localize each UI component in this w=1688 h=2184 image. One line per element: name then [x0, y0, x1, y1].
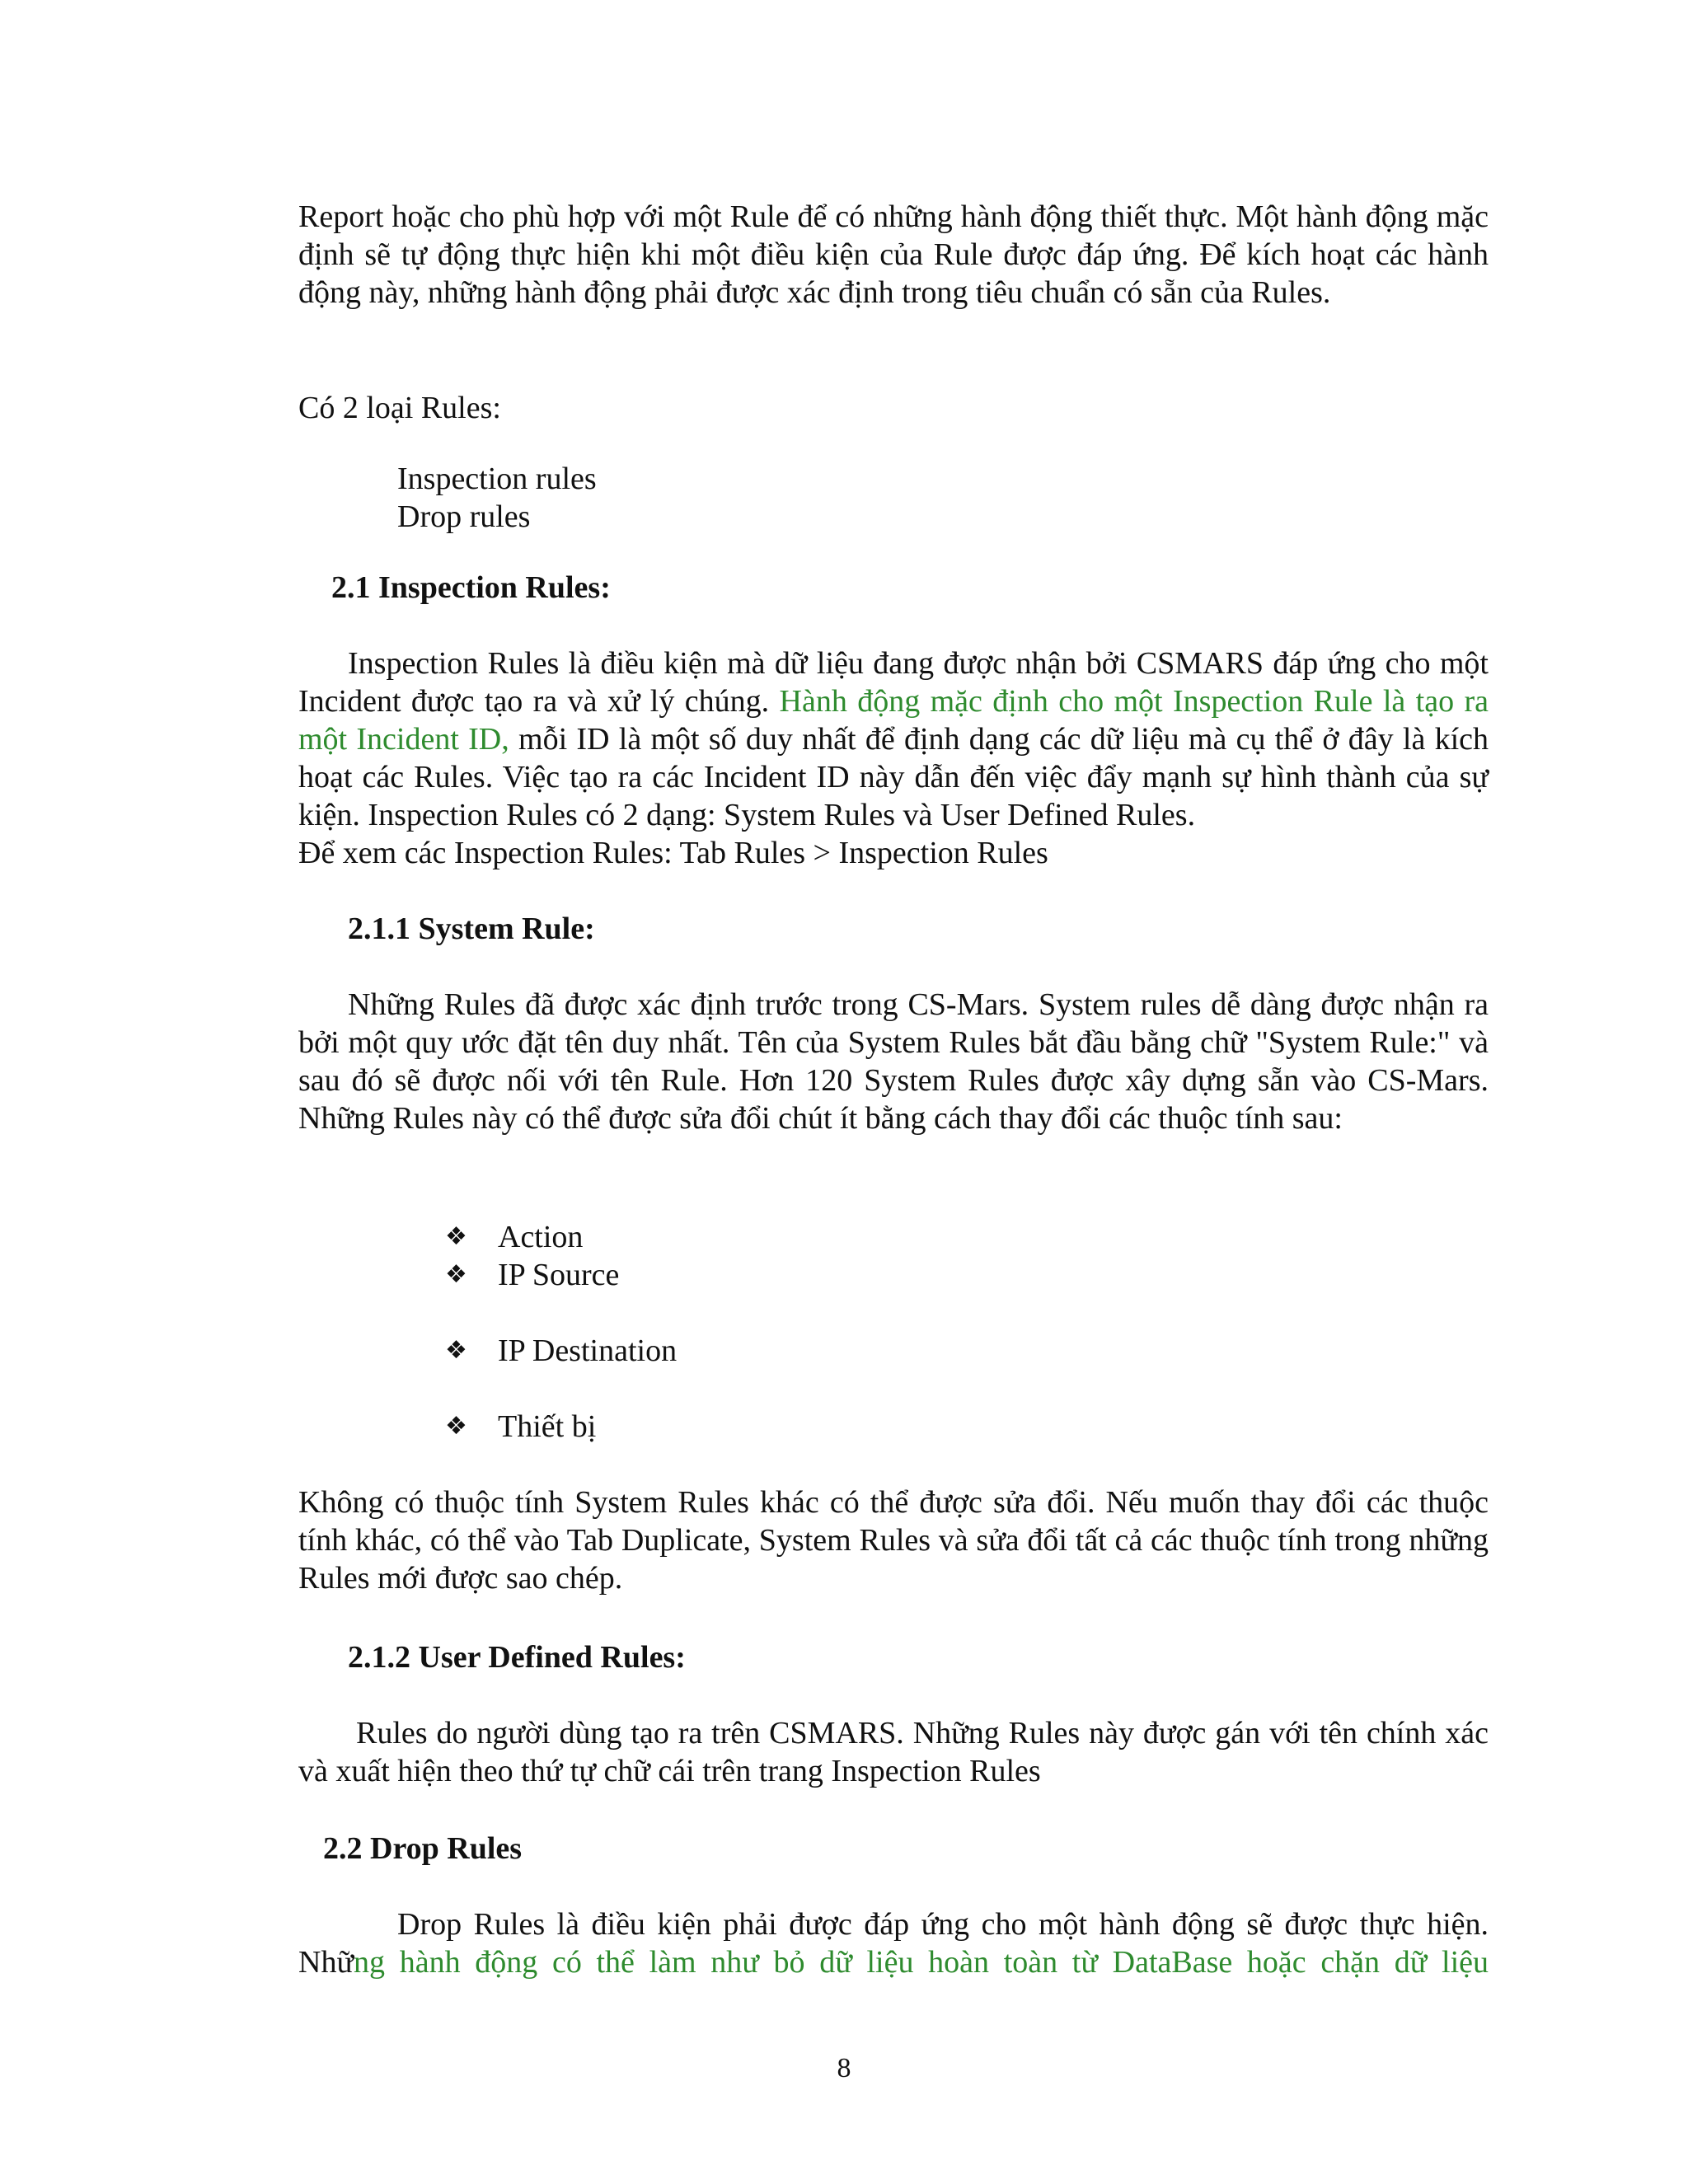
heading-2-1-1: 2.1.1 System Rule:: [348, 912, 595, 946]
inspection-rules-paragraph: [298, 644, 1489, 872]
diamond-bullet-icon: ❖: [445, 1412, 467, 1441]
heading-2-1-2: 2.1.2 User Defined Rules:: [348, 1640, 686, 1675]
attribute-label: Action: [498, 1220, 584, 1254]
drop-text-1: Drop Rules là điều kiện phải được đáp ứng cho một hành động sẽ được thực hiện. Nhữ: [298, 1907, 1489, 1980]
attribute-label: IP Source: [498, 1258, 620, 1292]
inspection-nav-text: Để xem các Inspection Rules: Tab Rules > Inspection Rules: [298, 836, 1048, 870]
system-rule-paragraph: Những Rules đã được xác định trước trong CS-Mars. System rules dễ dàng được nhận ra bởi một quy ước đặt tên duy nhất. Tên của System Rules bắt đầu bằng chữ "System Rule:" và sau đó sẽ được nối với tên Rule. Hơn 120 System Rules được xây dựng sẵn vào CS-Mars. Những Rules này có thể được sửa đổi chút ít bằng cách thay đổi các thuộc tính sau:: [298, 987, 1489, 1136]
rule-type-item: Inspection rules: [397, 462, 597, 496]
diamond-bullet-icon: ❖: [445, 1222, 467, 1251]
diamond-bullet-icon: ❖: [445, 1336, 467, 1365]
other-attributes-paragraph: Không có thuộc tính System Rules khác có thể được sửa đổi. Nếu muốn thay đổi các thuộc tính khác, có thể vào Tab Duplicate, System Rules và sửa đổi tất cả các thuộc tính trong những Rules mới được sao chép.: [298, 1485, 1489, 1596]
inspection-highlight: Hành động mặc định cho một Inspection Rule là tạo ra một Incident ID,: [298, 684, 1489, 757]
attribute-label: IP Destination: [498, 1333, 678, 1368]
inspection-text-2: mỗi ID là một số duy nhất để định dạng các dữ liệu mà cụ thể ở đây là kích hoạt các Rules. Việc tạo ra các Incident ID này dẫn đến việc đẩy mạnh sự hình thành của sự kiện. Inspection Rules có 2 dạng: System Rules và User Defined Rules.: [298, 722, 1489, 832]
heading-2-2: 2.2 Drop Rules: [323, 1831, 523, 1866]
intro-paragraph: Report hoặc cho phù hợp với một Rule để có những hành động thiết thực. Một hành động mặc định sẽ tự động thực hiện khi một điều kiện của Rule được đáp ứng. Để kích hoạt các hành động này, những hành động phải được xác định trong tiêu chuẩn có sẵn của Rules.: [298, 199, 1489, 310]
drop-rules-paragraph: [298, 1905, 1489, 1981]
page-number: 8: [837, 2053, 851, 2083]
diamond-bullet-icon: ❖: [445, 1260, 467, 1289]
heading-2-1: 2.1 Inspection Rules:: [331, 570, 611, 605]
user-defined-rules-paragraph: Rules do người dùng tạo ra trên CSMARS. Những Rules này được gán với tên chính xác và xuất hiện theo thứ tự chữ cái trên trang Inspection Rules: [298, 1716, 1489, 1788]
attribute-label: Thiết bị: [498, 1409, 597, 1444]
rule-type-item: Drop rules: [397, 499, 531, 534]
inspection-text-1: Inspection Rules là điều kiện mà dữ liệu đang được nhận bởi CSMARS đáp ứng cho một Incident được tạo ra và xử lý chúng.: [298, 646, 1489, 719]
rule-types-intro: Có 2 loại Rules:: [298, 391, 501, 425]
drop-highlight: ng hành động có thể làm như bỏ dữ liệu hoàn toàn từ DataBase hoặc chặn dữ liệu: [354, 1945, 1489, 1980]
